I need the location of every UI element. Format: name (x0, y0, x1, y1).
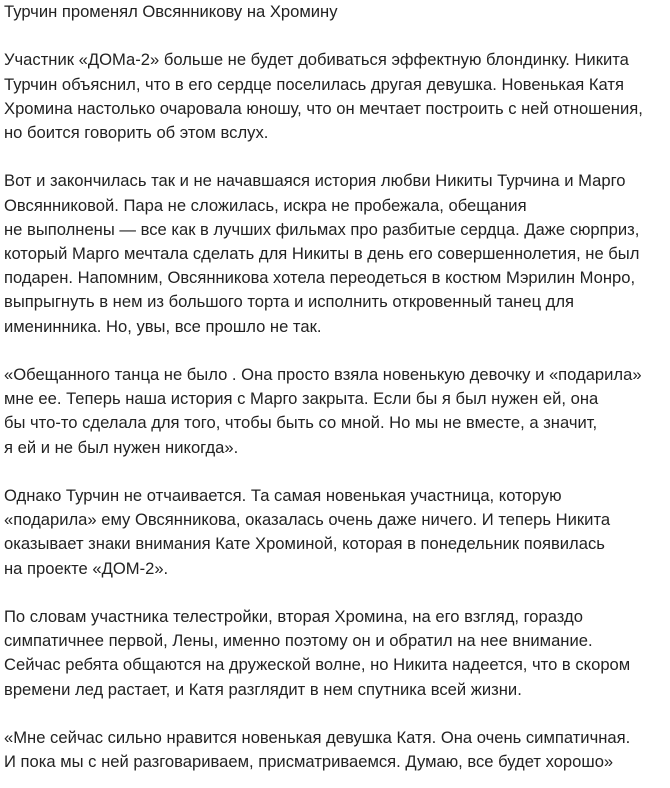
paragraph-line: но боится говорить об этом вслух. (4, 123, 269, 142)
paragraph-line: Турчин объяснил, что в его сердце поселилась другая девушка. Новенькая Катя (4, 74, 624, 94)
paragraph-line: подарен. Напомним, Овсянникова хотела переодеться в костюм Мэрилин Монро, (4, 268, 636, 288)
paragraph-line: Участник «ДОМа-2» больше не будет добиваться эффектную блондинку. Никита (4, 50, 629, 70)
paragraph-line: который Марго мечтала сделать для Никиты в день его совершеннолетия, не был (4, 244, 640, 263)
paragraph-line: симпатичнее первой, Лены, именно поэтому он и обратил на нее внимание. (4, 631, 593, 651)
paragraph-line: оказывает знаки внимания Кате Хроминой, которая в понедельник появилась (4, 534, 605, 554)
paragraph-new-girl (4, 484, 666, 581)
paragraph-intro (4, 48, 666, 145)
paragraph-line: на проекте «ДОМ-2». (4, 558, 169, 578)
paragraph-quote-1 (4, 363, 666, 460)
paragraph-quote-2 (4, 726, 666, 774)
paragraph-line: «Обещанного танца не было . Она просто взяла новенькую девочку и «подарила» (4, 365, 642, 384)
paragraph-line: не выполнены — все как в лучших фильмах про разбитые сердца. Даже сюрприз, (4, 219, 640, 239)
paragraph-line: И пока мы с ней разговариваем, присматриваемся. Думаю, все будет хорошо» (4, 752, 614, 772)
paragraph-opinion (4, 605, 666, 702)
paragraph-line: По словам участника телестройки, вторая Хромина, на его взгляд, гораздо (4, 607, 583, 626)
paragraph-line: мне ее. Теперь наша история с Марго закрыта. Если бы я был нужен ей, она (4, 389, 599, 409)
paragraph-line: выпрыгнуть в нем из большого торта и исполнить откровенный танец для (4, 292, 575, 312)
paragraph-line: «подарила» ему Овсянникова, оказалась очень даже ничего. И теперь Никита (4, 510, 611, 530)
paragraph-line: Однако Турчин не отчаивается. Та самая новенькая участница, которую (4, 486, 562, 505)
paragraph-line: Хромина настолько очаровала юношу, что он мечтает построить с ней отношения, (4, 98, 643, 118)
paragraph-line: именинника. Но, увы, все прошло не так. (4, 316, 322, 336)
paragraph-line: времени лед растает, и Катя разглядит в нем спутника всей жизни. (4, 679, 522, 699)
article-title: Турчин променял Овсянникову на Хромину (4, 2, 338, 21)
paragraph-line: я ей и не был нужен никогда». (4, 437, 239, 457)
article (4, 0, 666, 774)
paragraph-story (4, 169, 666, 338)
paragraph-line: бы что-то сделала для того, чтобы быть со мной. Но мы не вместе, а значит, (4, 413, 598, 433)
paragraph-line: Вот и закончилась так и не начавшаяся история любви Никиты Турчина и Марго (4, 171, 626, 191)
paragraph-line: Сейчас ребята общаются на дружеской волне, но Никита надеется, что в скором (4, 655, 631, 675)
paragraph-line: Овсянниковой. Пара не сложилась, искра не пробежала, обещания (4, 195, 527, 215)
paragraph-line: «Мне сейчас сильно нравится новенькая девушка Катя. Она очень симпатичная. (4, 728, 631, 747)
